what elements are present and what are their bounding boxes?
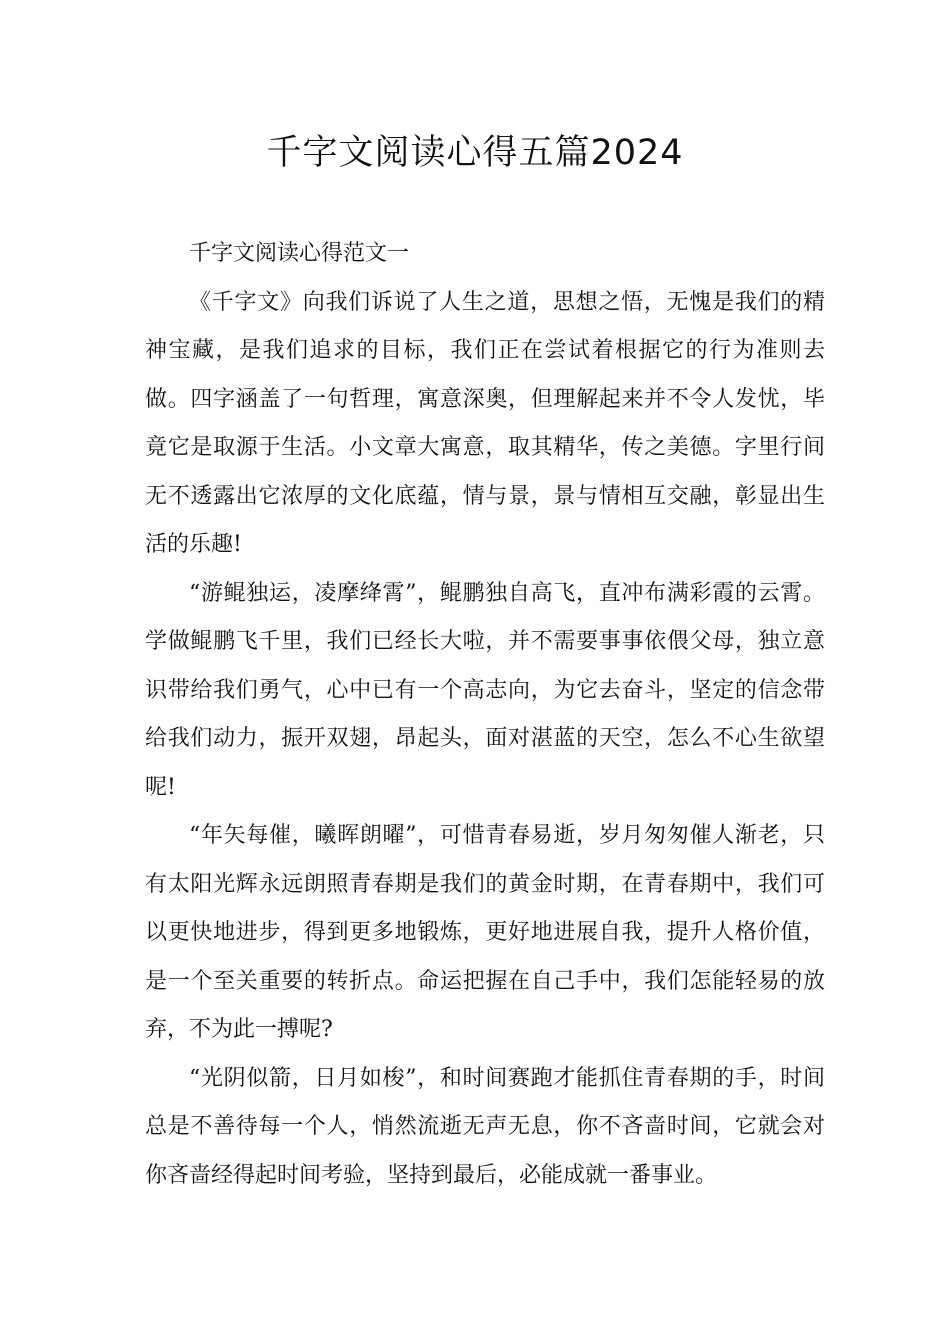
- paragraph-3: “年矢每催，曦晖朗曜”，可惜青春易逝，岁月匆匆催人渐老，只有太阳光辉永远朗照青春期是我们的黄金时期，在青春期中，我们可以更快地进步，得到更多地锻炼，更好地进展自我，提升人格价值，是一个至关重要的转折点。命运把握在自己手中，我们怎能轻易的放弃，不为此一搏呢?: [145, 823, 825, 1042]
- document-title: 千字文阅读心得五篇2024: [266, 133, 684, 173]
- paragraph-2: “游鲲独运，凌摩绛霄”，鲲鹏独自高飞，直冲布满彩霞的云霄。学做鲲鹏飞千里，我们已经长大啦，并不需要事事依偎父母，独立意识带给我们勇气，心中已有一个高志向，为它去奋斗，坚定的信念带给我们动力，振开双翅，昂起头，面对湛蓝的天空，怎么不心生欲望呢!: [145, 580, 825, 800]
- section-heading: 千字文阅读心得范文一: [189, 241, 410, 266]
- paragraph-4: “光阴似箭，日月如梭”，和时间赛跑才能抓住青春期的手，时间总是不善待每一个人，悄然流逝无声无息，你不吝啬时间，它就会对你吝啬经得起时间考验，坚持到最后，必能成就一番事业。: [145, 1065, 825, 1188]
- paragraph-1: 《千字文》向我们诉说了人生之道，思想之悟，无愧是我们的精神宝藏，是我们追求的目标，我们正在尝试着根据它的行为准则去做。四字涵盖了一句哲理，寓意深奥，但理解起来并不令人发忧，毕竟它是取源于生活。小文章大寓意，取其精华，传之美德。字里行间无不透露出它浓厚的文化底蕴，情与景，景与情相互交融，彰显出生活的乐趣!: [145, 289, 825, 557]
- document-body: [145, 230, 825, 1200]
